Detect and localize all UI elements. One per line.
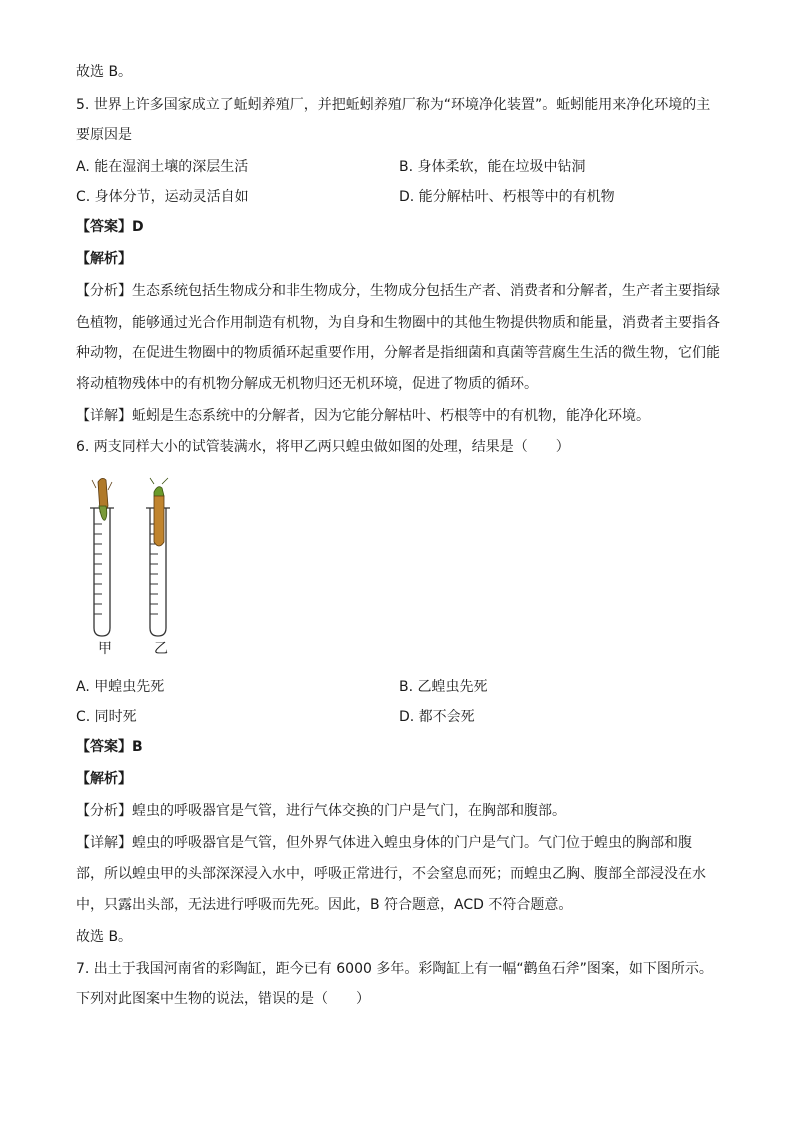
- q6-option-a: A. 甲蝗虫先死: [76, 679, 165, 695]
- question-6-stem: 6. 两支同样大小的试管装满水，将甲乙两只蝗虫做如图的处理，结果是（ ）: [76, 439, 570, 455]
- q6-option-c: C. 同时死: [76, 709, 137, 725]
- q6-option-d: D. 都不会死: [399, 709, 475, 725]
- question-5-stem-cont: 要原因是: [76, 127, 132, 143]
- tube-label-yi: 乙: [154, 641, 168, 657]
- q5-analysis-1: 【分析】生态系统包括生物成分和非生物成分，生物成分包括生产者、消费者和分解者，生产者主要指绿: [76, 283, 720, 299]
- tube-label-jia: 甲: [98, 641, 112, 657]
- q5-analysis-heading: 【解析】: [76, 251, 132, 267]
- q5-option-b: B. 身体柔软，能在垃圾中钻洞: [399, 159, 586, 175]
- q5-analysis-4: 将动植物残体中的有机物分解成无机物归还无机环境，促进了物质的循环。: [76, 376, 538, 392]
- q5-analysis-3: 种动物，在促进生物圈中的物质循环起重要作用，分解者是指细菌和真菌等营腐生生活的微生物，它们能: [76, 345, 720, 361]
- q6-analysis-heading: 【解析】: [76, 771, 132, 787]
- q6-answer: 【答案】B: [76, 739, 143, 755]
- grasshopper-yi-icon: [150, 478, 168, 546]
- q5-option-c: C. 身体分节，运动灵活自如: [76, 189, 249, 205]
- grasshopper-jia-icon: [92, 478, 112, 520]
- q6-analysis: 【分析】蝗虫的呼吸器官是气管，进行气体交换的门户是气门，在胸部和腹部。: [76, 803, 566, 819]
- question-5-stem: 5. 世界上许多国家成立了蚯蚓养殖厂，并把蚯蚓养殖厂称为“环境净化装置”。蚯蚓能用来净化环境的主: [76, 97, 711, 113]
- q5-option-a: A. 能在湿润土壤的深层生活: [76, 159, 249, 175]
- q6-detail-1: 【详解】蝗虫的呼吸器官是气管，但外界气体进入蝗虫身体的门户是气门。气门位于蝗虫的胸部和腹: [76, 835, 692, 851]
- q5-answer: 【答案】D: [76, 219, 144, 235]
- q5-detail: 【详解】蚯蚓是生态系统中的分解者，因为它能分解枯叶、朽根等中的有机物，能净化环境。: [76, 408, 650, 424]
- q5-analysis-2: 色植物，能够通过光合作用制造有机物，为自身和生物圈中的其他生物提供物质和能量，消费者主要指各: [76, 315, 720, 331]
- q5-option-d: D. 能分解枯叶、朽根等中的有机物: [399, 189, 615, 205]
- q6-option-b: B. 乙蝗虫先死: [399, 679, 488, 695]
- q6-detail-3: 中，只露出头部，无法进行呼吸而先死。因此，B 符合题意，ACD 不符合题意。: [76, 897, 573, 913]
- text-line: 故选 B。: [76, 64, 133, 80]
- text-line-end: 故选 B。: [76, 929, 133, 945]
- q6-detail-2: 部，所以蝗虫甲的头部深深浸入水中，呼吸正常进行，不会窒息而死；而蝗虫乙胸、腹部全部浸没在水: [76, 866, 706, 882]
- test-tube-figure: [84, 476, 194, 666]
- question-7-stem-cont: 下列对此图案中生物的说法，错误的是（ ）: [76, 991, 370, 1007]
- question-7-stem: 7. 出土于我国河南省的彩陶缸，距今已有 6000 多年。彩陶缸上有一幅“鹳鱼石斧”图案，如下图所示。: [76, 961, 713, 977]
